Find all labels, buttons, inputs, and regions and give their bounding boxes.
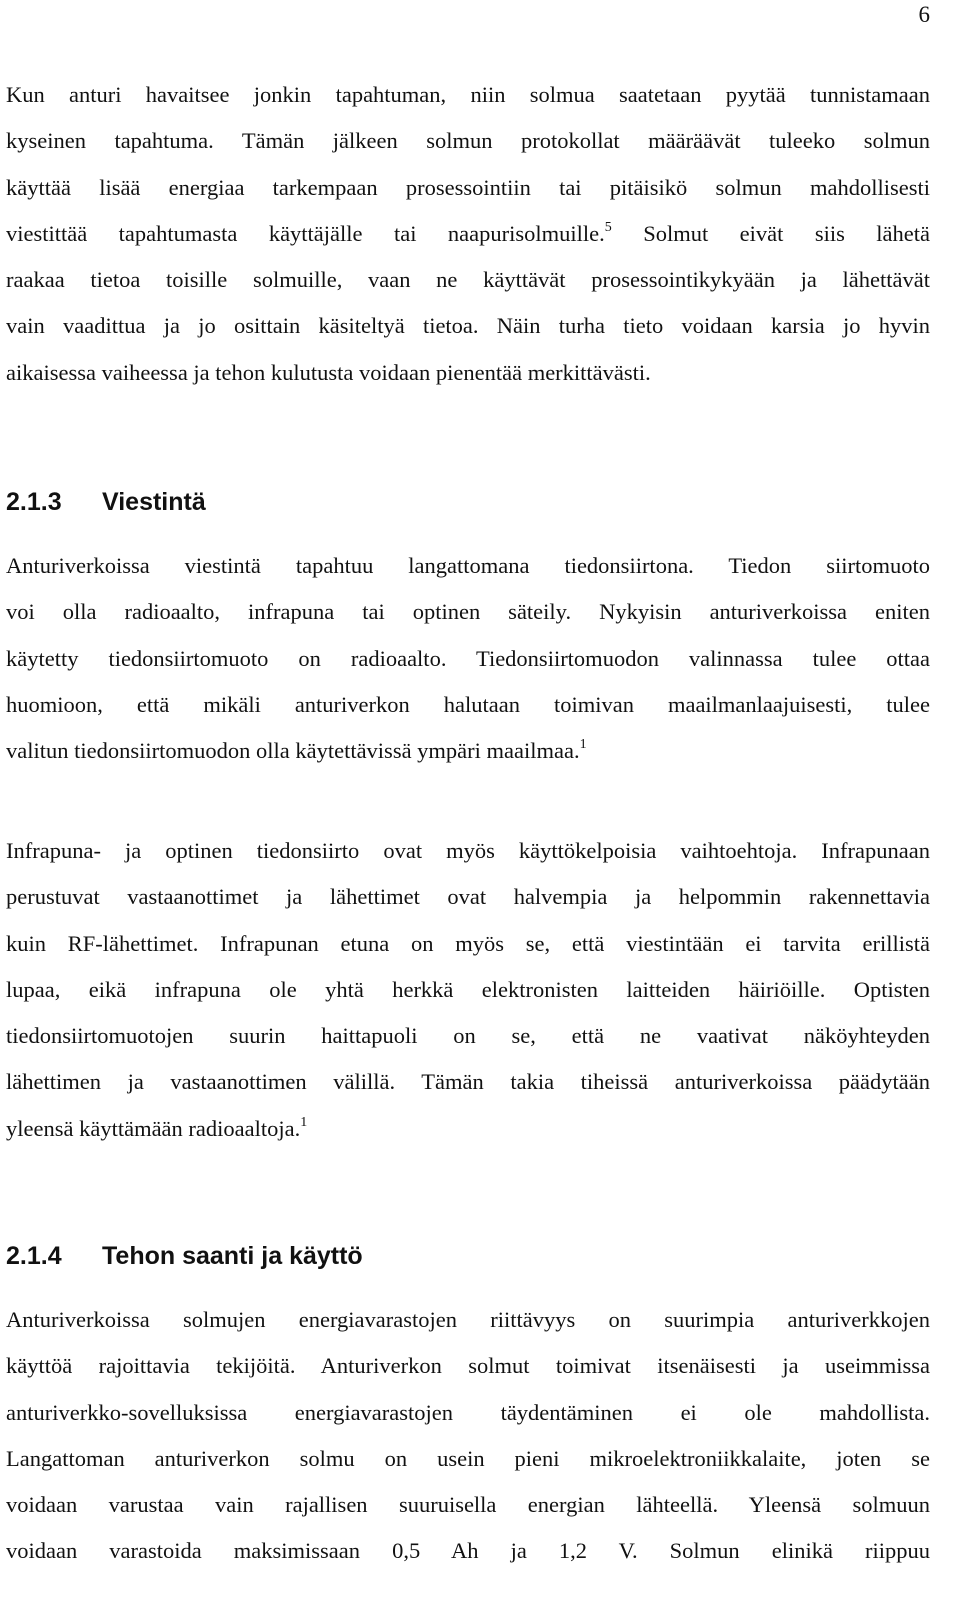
- text-fragment: yleensä käyttämään radioaaltoja.: [6, 1115, 301, 1141]
- text-line: huomioon, että mikäli anturiverkon halutaan toimivan maailmanlaajuisesti, tulee: [6, 691, 930, 717]
- paragraph-energy: [6, 1297, 930, 1575]
- text-line: Anturiverkoissa viestintä tapahtuu langattomana tiedonsiirtona. Tiedon siirtomuoto: [6, 553, 930, 578]
- text-line: voi olla radioaalto, infrapuna tai optinen säteily. Nykyisin anturiverkoissa eniten: [6, 599, 930, 625]
- text-line: perustuvat vastaanottimet ja lähettimet ovat halvempia ja helpommin rakennettavia: [6, 884, 930, 910]
- text-line: anturiverkko-sovelluksissa energiavarastojen täydentäminen ei ole mahdollista.: [6, 1399, 930, 1425]
- text-line: käyttää lisää energiaa tarkempaan prosessointiin tai pitäisikö solmun mahdollisesti: [6, 174, 930, 200]
- text-line: käyttöä rajoittavia tekijöitä. Anturiverkon solmut toimivat itsenäisesti ja useimmissa: [6, 1353, 930, 1379]
- page-number: 6: [918, 2, 930, 27]
- paragraph-communication: [6, 543, 930, 774]
- text-line: vain vaadittua ja jo osittain käsiteltyä tietoa. Näin turha tieto voidaan karsia jo hyvin: [6, 313, 930, 339]
- section-heading-viestinta: [6, 488, 206, 517]
- section-title: Tehon saanti ja käyttö: [102, 1242, 363, 1270]
- text-line: Infrapuna- ja optinen tiedonsiirto ovat myös käyttökelpoisia vaihtoehtoja. Infrapunaan: [6, 838, 930, 863]
- paragraph-infrared-optical: [6, 828, 930, 1152]
- text-line: [6, 211, 930, 257]
- section-heading-power: [6, 1242, 363, 1271]
- section-title: Viestintä: [102, 488, 206, 516]
- text-line: Kun anturi havaitsee jonkin tapahtuman, niin solmua saatetaan pyytää tunnistamaan: [6, 82, 930, 107]
- text-line: tiedonsiirtomuotojen suurin haittapuoli on se, että ne vaativat näköyhteyden: [6, 1023, 930, 1049]
- text-line: [6, 1106, 930, 1152]
- text-line: kyseinen tapahtuma. Tämän jälkeen solmun protokollat määräävät tuleeko solmun: [6, 128, 930, 154]
- reference-superscript: 1: [579, 737, 587, 753]
- text-line: [6, 728, 930, 774]
- text-line: kuin RF-lähettimet. Infrapunan etuna on myös se, että viestintään ei tarvita erillistä: [6, 930, 930, 956]
- reference-superscript: 5: [604, 219, 612, 235]
- section-number: 2.1.3: [6, 488, 62, 516]
- text-fragment: valitun tiedonsiirtomuodon olla käytettävissä ympäri maailmaa.: [6, 738, 580, 764]
- section-number: 2.1.4: [6, 1242, 62, 1270]
- text-fragment: Solmut eivät siis lähetä: [611, 220, 930, 246]
- text-line: voidaan varastoida maksimissaan 0,5 Ah ja 1,2 V. Solmun elinikä riippuu: [6, 1538, 930, 1564]
- text-line: lupaa, eikä infrapuna ole yhtä herkkä elektronisten laitteiden häiriöille. Optisten: [6, 976, 930, 1002]
- reference-superscript: 1: [300, 1114, 308, 1130]
- text-line: aikaisessa vaiheessa ja tehon kulutusta voidaan pienentää merkittävästi.: [6, 359, 651, 385]
- text-line: raakaa tietoa toisille solmuille, vaan ne käyttävät prosessointikykyään ja lähettävät: [6, 267, 930, 293]
- text-line: Anturiverkoissa solmujen energiavarastojen riittävyys on suurimpia anturiverkkojen: [6, 1307, 930, 1332]
- text-line: Langattoman anturiverkon solmu on usein pieni mikroelektroniikkalaite, joten se: [6, 1445, 930, 1471]
- text-fragment: viestittää tapahtumasta käyttäjälle tai naapurisolmuille.: [6, 220, 605, 246]
- text-line: voidaan varustaa vain rajallisen suuruisella energian lähteellä. Yleensä solmuun: [6, 1492, 930, 1518]
- text-line: lähettimen ja vastaanottimen välillä. Tämän takia tiheissä anturiverkoissa päädytään: [6, 1069, 930, 1095]
- text-line: käytetty tiedonsiirtomuoto on radioaalto. Tiedonsiirtomuodon valinnassa tulee ottaa: [6, 645, 930, 671]
- paragraph-sensor-events: [6, 72, 930, 396]
